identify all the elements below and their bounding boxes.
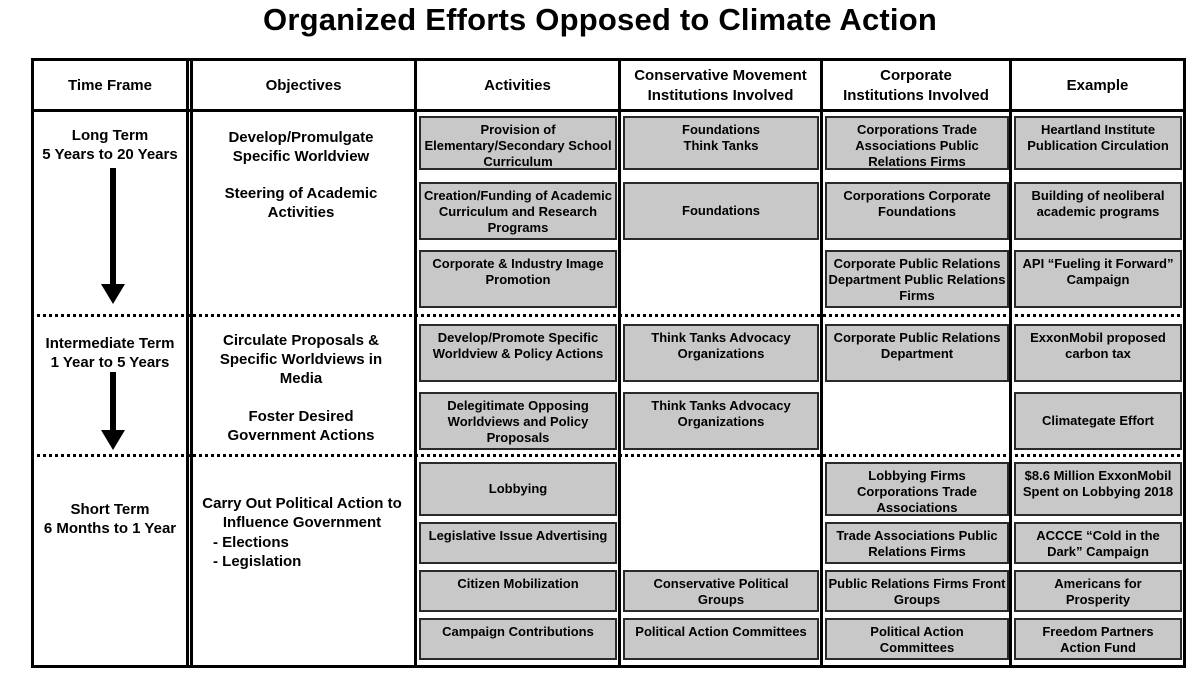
- conservative-cell: Foundations Think Tanks: [623, 116, 819, 170]
- divider: [618, 58, 621, 668]
- section-divider: [31, 314, 1186, 317]
- time-frame-short: [34, 500, 186, 538]
- objective-item: - Elections: [213, 534, 289, 551]
- chart-title: Organized Efforts Opposed to Climate Action: [263, 2, 937, 37]
- corporate-cell: Trade Associations Public Relations Firms: [825, 522, 1009, 564]
- divider: [820, 58, 823, 668]
- time-frame-long: [34, 126, 186, 164]
- header-objectives: Objectives: [265, 77, 342, 94]
- example-cell: $8.6 Million ExxonMobil Spent on Lobbying 2018: [1014, 462, 1182, 516]
- example-cell: Freedom Partners Action Fund: [1014, 618, 1182, 660]
- divider: [190, 58, 193, 668]
- divider: [414, 58, 417, 668]
- conservative-cell: Think Tanks Advocacy Organizations: [623, 392, 819, 450]
- activity-cell: Develop/Promote Specific Worldview & Policy Actions: [419, 324, 617, 382]
- example-cell: Heartland Institute Publication Circulation: [1014, 116, 1182, 170]
- corporate-cell: Public Relations Firms Front Groups: [825, 570, 1009, 612]
- arrow-down-icon: [110, 372, 116, 432]
- corporate-cell: Corporate Public Relations Department Public Relations Firms: [825, 250, 1009, 308]
- corporate-cell: Corporations Corporate Foundations: [825, 182, 1009, 240]
- corporate-cell: Lobbying Firms Corporations Trade Associations: [825, 462, 1009, 516]
- divider: [186, 58, 189, 668]
- example-cell: ACCCE “Cold in the Dark” Campaign: [1014, 522, 1182, 564]
- time-frame-range: 5 Years to 20 Years: [42, 146, 178, 163]
- arrow-head-icon: [101, 430, 125, 450]
- activity-cell: Lobbying: [419, 462, 617, 516]
- activity-cell: Legislative Issue Advertising: [419, 522, 617, 564]
- header-activities: Activities: [484, 77, 551, 94]
- objective-academic: Steering of Academic Activities: [224, 185, 378, 221]
- activity-cell: Campaign Contributions: [419, 618, 617, 660]
- border-right: [1183, 58, 1186, 668]
- header-example: Example: [1066, 77, 1129, 94]
- time-frame-range: 1 Year to 5 Years: [50, 354, 170, 371]
- header-conservative: Conservative Movement Institutions Involved: [634, 67, 807, 104]
- time-frame-range: 6 Months to 1 Year: [43, 520, 177, 537]
- example-cell: Building of neoliberal academic programs: [1014, 182, 1182, 240]
- section-divider: [31, 454, 1186, 457]
- corporate-cell: Corporate Public Relations Department: [825, 324, 1009, 382]
- arrow-head-icon: [101, 284, 125, 304]
- time-frame-label: Intermediate Term: [45, 335, 175, 352]
- example-cell: Climategate Effort: [1014, 392, 1182, 450]
- conservative-cell: Foundations: [623, 182, 819, 240]
- time-frame-label: Long Term: [71, 127, 149, 144]
- table-frame: [31, 58, 1186, 668]
- objective-item: - Legislation: [213, 553, 302, 570]
- conservative-cell: Conservative Political Groups: [623, 570, 819, 612]
- divider: [1009, 58, 1012, 668]
- activity-cell: Creation/Funding of Academic Curriculum and Research Programs: [419, 182, 617, 240]
- objective-government: Foster Desired Government Actions: [227, 408, 375, 444]
- activity-cell: Citizen Mobilization: [419, 570, 617, 612]
- time-frame-intermediate: [34, 334, 186, 372]
- activity-cell: Corporate & Industry Image Promotion: [419, 250, 617, 308]
- activity-cell: Delegitimate Opposing Worldviews and Policy Proposals: [419, 392, 617, 450]
- objective-political-action: Carry Out Political Action to Influence Government: [202, 495, 402, 531]
- time-frame-label: Short Term: [70, 501, 150, 518]
- objective-worldview: Develop/Promulgate Specific Worldview: [228, 129, 374, 165]
- example-cell: API “Fueling it Forward” Campaign: [1014, 250, 1182, 308]
- conservative-cell: Political Action Committees: [623, 618, 819, 660]
- objective-media: Circulate Proposals & Specific Worldviews in Media: [219, 332, 383, 387]
- objective-political-items: [213, 533, 393, 571]
- corporate-cell: Political Action Committees: [825, 618, 1009, 660]
- arrow-down-icon: [110, 168, 116, 286]
- activity-cell: Provision of Elementary/Secondary School Curriculum: [419, 116, 617, 170]
- border-bottom: [31, 665, 1186, 668]
- header-time-frame: Time Frame: [68, 77, 152, 94]
- header-corporate: Corporate Institutions Involved: [843, 67, 989, 104]
- example-cell: ExxonMobil proposed carbon tax: [1014, 324, 1182, 382]
- example-cell: Americans for Prosperity: [1014, 570, 1182, 612]
- corporate-cell: Corporations Trade Associations Public Relations Firms: [825, 116, 1009, 170]
- conservative-cell: Think Tanks Advocacy Organizations: [623, 324, 819, 382]
